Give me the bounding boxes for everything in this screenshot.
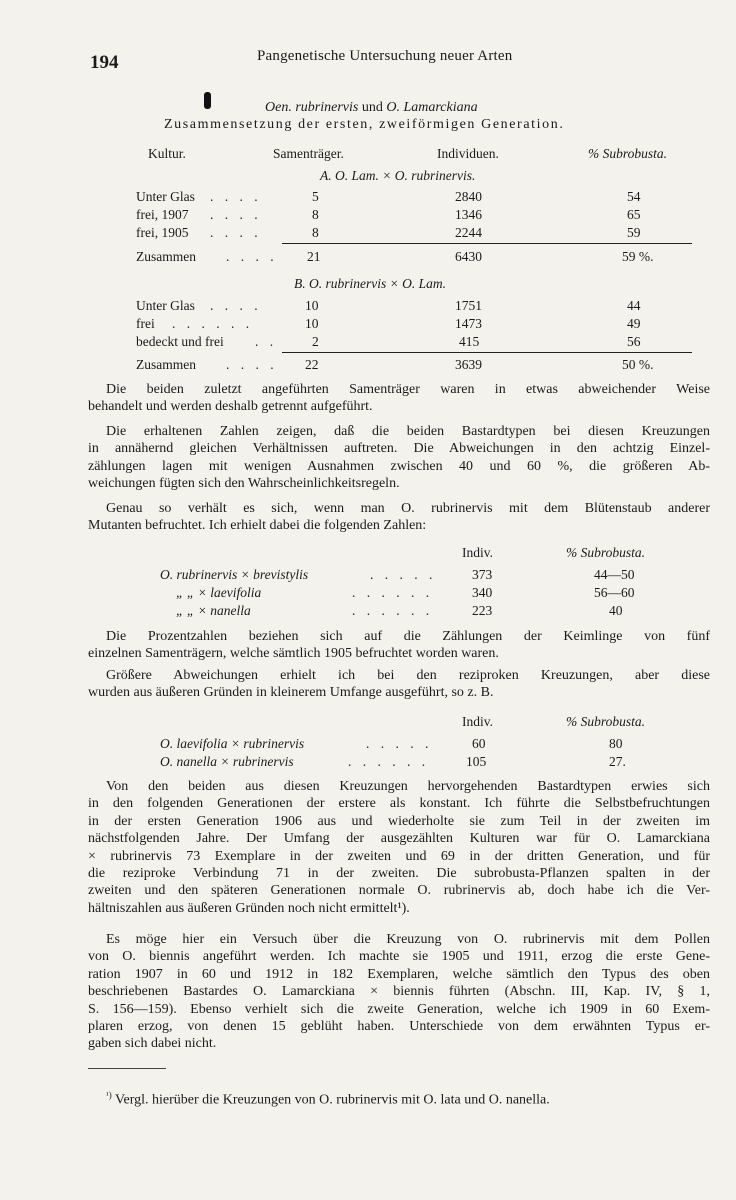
- row-b3-pct: 56: [627, 334, 641, 349]
- total-b-kultur: Zusammen: [136, 357, 196, 372]
- row-a2-pct: 65: [627, 207, 641, 222]
- paragraph-1: [88, 381, 710, 416]
- table3-row2-sub: 27.: [609, 754, 626, 769]
- para2-line-1: Die erhaltenen Zahlen zeigen, daß die beiden Bastardtypen bei diesen Kreuzungen: [106, 424, 710, 439]
- paragraph-3: [88, 500, 710, 535]
- row-b2-samen: 10: [305, 316, 319, 331]
- total-b-samen: 22: [305, 357, 319, 372]
- para4-line-1: Die Prozentzahlen beziehen sich auf die Zählungen der Keimlinge von fünf: [106, 629, 710, 644]
- row-b3-indiv: 415: [459, 334, 480, 349]
- table2-row2-label: „ „ × laevifolia: [176, 585, 262, 600]
- para6-line-4: nächstfolgenden Jahre. Der Umfang der ausgezählten Kulturen war für O. Lamarckiana: [88, 831, 710, 847]
- para7-line-2: von O. biennis angeführt werden. Ich machte sie 1905 und 1911, erzog die erste Gene-: [88, 949, 710, 965]
- row-b2-pct: 49: [627, 316, 641, 331]
- table2-row1-indiv: 373: [472, 567, 493, 582]
- total-a-indiv: 6430: [455, 249, 482, 264]
- para2-line-2: in annähernd gleichen Verhältnissen auftreten. Die Abweichungen in den achtzig Einzel-: [88, 441, 710, 457]
- row-b1-samen: 10: [305, 298, 319, 313]
- col-subrobusta: % Subrobusta.: [588, 146, 668, 161]
- footnote: [106, 1090, 550, 1109]
- total-b-dots: . . . .: [226, 357, 278, 372]
- para1-line-2: behandelt und werden deshalb getrennt aufgeführt.: [88, 399, 373, 415]
- paragraph-7: [88, 931, 710, 1053]
- para7-line-5: S. 156—159). Ebenso verhielt sich die zweite Generation, welche ich 1909 in 60 Exem-: [88, 1001, 710, 1017]
- row-a2-kultur: frei, 1907: [136, 207, 189, 222]
- para7-line-3: ration 1907 in 60 und 1912 in 182 Exemplaren, welche sämtlich den Typus des oben: [88, 966, 710, 982]
- table1-title-mid: und: [361, 100, 383, 115]
- para1-line-1: Die beiden zuletzt angeführten Samenträger waren in etwas abweichender Weise: [106, 382, 710, 397]
- table1-title-post: O. Lamarckiana: [386, 100, 478, 115]
- footnote-text: Vergl. hierüber die Kreuzungen von O. rubrinervis mit O. lata und O. nanella.: [114, 1092, 550, 1108]
- paragraph-4: [88, 628, 710, 663]
- para6-line-1: Von den beiden aus diesen Kreuzungen hervorgehenden Bastardtypen erwies sich: [106, 779, 710, 794]
- para7-line-6: plaren erzog, von denen 15 geblüht haben. Unterschiede von dem erwähnten Typus er-: [88, 1019, 710, 1035]
- row-a1-dots: . . . .: [210, 189, 262, 204]
- table2-row1-label: O. rubrinervis × brevistylis: [160, 567, 309, 582]
- para6-line-2: in den folgenden Generationen der erstere als konstant. Ich führte die Selbstbefruchtungen: [88, 796, 710, 812]
- table2-row3-sub: 40: [609, 603, 623, 618]
- paragraph-2: [88, 423, 710, 493]
- para5-line-2: wurden aus äußeren Gründen in kleinerem Umfange ausgeführt, so z. B.: [88, 685, 494, 701]
- total-a-samen: 21: [307, 249, 321, 264]
- col-kultur: Kultur.: [148, 146, 186, 161]
- row-a1-samen: 5: [312, 189, 319, 204]
- para6-line-7: zweiten und den späteren Generationen normale O. rubrinervis ab, doch habe ich die Ver-: [88, 883, 710, 899]
- table2-row3-label: „ „ × nanella: [176, 603, 251, 618]
- table3-row1-label: O. laevifolia × rubrinervis: [160, 736, 305, 751]
- row-b2-dots: . . . . . .: [172, 316, 254, 331]
- row-b3-dots: . .: [255, 334, 278, 349]
- row-a3-dots: . . . .: [210, 225, 262, 240]
- col-samentraeger: Samenträger.: [273, 146, 344, 161]
- total-b-pct: 50 %.: [622, 357, 654, 372]
- table2-col-indiv: Indiv.: [462, 545, 493, 560]
- table3-row2-dots: . . . . . .: [348, 754, 430, 769]
- running-head: Pangenetische Untersuchung neuer Arten: [257, 48, 513, 64]
- para6-line-8: hältniszahlen aus äußeren Gründen noch nicht ermittelt¹).: [88, 900, 410, 916]
- table2-row1-dots: . . . . .: [370, 567, 437, 582]
- ink-blot: [204, 92, 211, 109]
- table3-row1-indiv: 60: [472, 736, 486, 751]
- para5-line-1: Größere Abweichungen erhielt ich bei den reziproken Kreuzungen, aber diese: [106, 668, 710, 683]
- row-a1-pct: 54: [627, 189, 641, 204]
- row-a3-kultur: frei, 1905: [136, 225, 189, 240]
- row-b1-indiv: 1751: [455, 298, 482, 313]
- paragraph-6: [88, 778, 710, 917]
- table2-row2-sub: 56—60: [594, 585, 635, 600]
- table2-row2-indiv: 340: [472, 585, 493, 600]
- table2-row1-sub: 44—50: [594, 567, 635, 582]
- footnote-marker: ¹): [106, 1090, 112, 1100]
- para6-line-3: in der ersten Generation 1906 aus und wiederholte sie zum Teil in der zweiten im: [88, 813, 710, 829]
- table3-row2-indiv: 105: [466, 754, 487, 769]
- table2-col-subrobusta: % Subrobusta.: [566, 545, 646, 560]
- section-b-sum-rule: [282, 352, 692, 353]
- row-b2-indiv: 1473: [455, 316, 482, 331]
- row-a3-indiv: 2244: [455, 225, 482, 240]
- total-b-indiv: 3639: [455, 357, 482, 372]
- para7-line-7: gaben sich dabei nicht.: [88, 1036, 217, 1052]
- row-a2-indiv: 1346: [455, 207, 482, 222]
- row-a2-samen: 8: [312, 207, 319, 222]
- table2-row2-dots: . . . . . .: [352, 585, 434, 600]
- table1-title: [265, 100, 478, 116]
- para6-line-5: × rubrinervis 73 Exemplare in der zweiten und 69 in der dritten Generation, und für: [88, 848, 710, 864]
- row-b3-samen: 2: [312, 334, 319, 349]
- total-a-kultur: Zusammen: [136, 249, 196, 264]
- para3-line-1: Genau so verhält es sich, wenn man O. rubrinervis mit dem Blütenstaub anderer: [106, 501, 710, 516]
- row-a3-samen: 8: [312, 225, 319, 240]
- row-b1-kultur: Unter Glas: [136, 298, 195, 313]
- row-b1-pct: 44: [627, 298, 641, 313]
- para6-line-6: die reziproke Verbindung 71 in der zweiten. Die subrobusta-Pflanzen spalten in der: [88, 866, 710, 882]
- total-a-dots: . . . .: [226, 249, 278, 264]
- row-b3-kultur: bedeckt und frei: [136, 334, 224, 349]
- table2-row3-dots: . . . . . .: [352, 603, 434, 618]
- section-b-heading: B. O. rubrinervis × O. Lam.: [294, 276, 446, 291]
- row-a2-dots: . . . .: [210, 207, 262, 222]
- table3-row1-dots: . . . . .: [366, 736, 433, 751]
- section-a-heading: A. O. Lam. × O. rubrinervis.: [320, 168, 476, 183]
- row-a3-pct: 59: [627, 225, 641, 240]
- row-b2-kultur: frei: [136, 316, 155, 331]
- table3-col-subrobusta: % Subrobusta.: [566, 714, 646, 729]
- row-a1-indiv: 2840: [455, 189, 482, 204]
- row-a1-kultur: Unter Glas: [136, 189, 195, 204]
- para7-line-4: beschriebenen Bastardes O. Lamarckiana × biennis führten (Abschn. III, Kap. IV, § 1,: [88, 984, 710, 1000]
- table1-subtitle: Zusammensetzung der ersten, zweiförmigen Generation.: [164, 117, 565, 132]
- para2-line-4: weichungen fügten sich den Wahrscheinlichkeitsregeln.: [88, 476, 400, 492]
- para7-line-1: Es möge hier ein Versuch über die Kreuzung von O. rubrinervis mit dem Pollen: [106, 932, 710, 947]
- table2-row3-indiv: 223: [472, 603, 493, 618]
- para3-line-2: Mutanten befruchtet. Ich erhielt dabei die folgenden Zahlen:: [88, 518, 427, 534]
- table1-title-pre: Oen. rubrinervis: [265, 100, 359, 115]
- table3-col-indiv: Indiv.: [462, 714, 493, 729]
- paragraph-5: [88, 667, 710, 702]
- total-a-pct: 59 %.: [622, 249, 654, 264]
- table3-row1-sub: 80: [609, 736, 623, 751]
- section-a-sum-rule: [282, 243, 692, 244]
- page-number: 194: [90, 52, 119, 73]
- row-b1-dots: . . . .: [210, 298, 262, 313]
- col-individuen: Individuen.: [437, 146, 499, 161]
- table3-row2-label: O. nanella × rubrinervis: [160, 754, 294, 769]
- para4-line-2: einzelnen Samenträgern, welche sämtlich 1905 befruchtet worden waren.: [88, 646, 499, 662]
- para2-line-3: zählungen lagen mit wenigen Ausnahmen zwischen 40 und 60 %, die größeren Ab-: [88, 458, 710, 474]
- footnote-rule: [88, 1068, 166, 1069]
